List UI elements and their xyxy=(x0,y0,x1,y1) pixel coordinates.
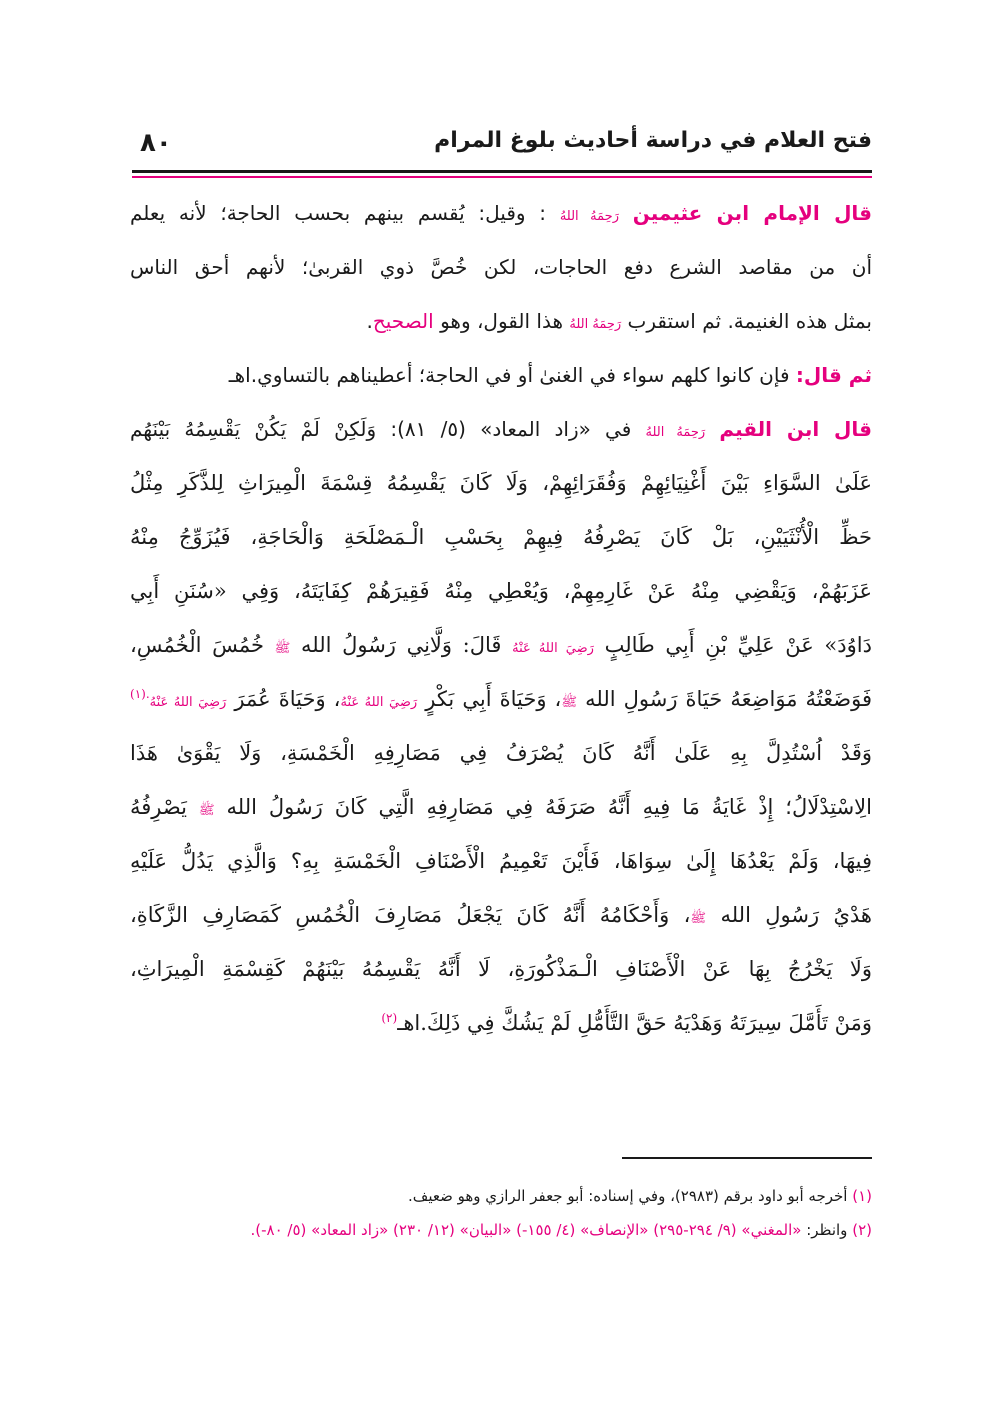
text-segment: بمثل هذه الغنيمة. ثم استقرب xyxy=(627,309,872,333)
text-segment: فَوَضَعْتُهُ مَوَاضِعَهُ حَيَاةَ رَسُولِ الله xyxy=(585,687,872,711)
footnote-ref[interactable]: (٢) xyxy=(381,1011,398,1025)
header-accent-rule xyxy=(132,176,872,178)
text-segment: ، وَحَيَاةَ أَبِي بَكْرٍ xyxy=(425,687,562,711)
main-text xyxy=(130,186,872,1050)
text-line-1 xyxy=(130,186,872,240)
header-rule xyxy=(132,170,872,173)
footnote-text: «المغني» (٩/ ٢٩٤-٢٩٥) «الإنصاف» (٤/ ١٥٥-) «البيان» (١٢/ ٢٣٠) «زاد المعاد» (٥/ ٨٠-). xyxy=(250,1221,802,1239)
text-segment: ، وَأَحْكَامُهُ أَنَّهُ كَانَ يَجْعَلُ مَصَارِفَ الْخُمُسِ كَمَصَارِفِ الزَّكَاةِ، xyxy=(130,903,691,927)
text-segment: أن من مقاصد الشرع دفع الحاجات، لكن خُصَّ ذوي القربىٰ؛ لأنهم أحق الناس xyxy=(130,255,872,279)
correct-opinion-label: الصحيح xyxy=(372,309,434,333)
footnote-number: (٢) xyxy=(852,1221,872,1239)
text-segment: هذا القول، وهو xyxy=(440,309,564,333)
text-line-10 xyxy=(130,672,872,726)
text-segment: خُمُسَ الْخُمُسِ، xyxy=(130,633,265,657)
text-segment: حَظِّ الْأُنْثَيَيْنِ، بَلْ كَانَ يَصْرِفُهُ فِيهِمْ بِحَسْبِ الْـمَصْلَحَةِ وَالْحَاجَةِ، فَيُزَوِّجُ مِنْهُ xyxy=(130,525,872,549)
text-segment: . xyxy=(366,309,373,333)
text-line-4 xyxy=(130,348,872,402)
text-segment: ، وَحَيَاةَ عُمَرَ xyxy=(234,687,341,711)
text-line-16 xyxy=(130,996,872,1050)
text-line-14 xyxy=(130,888,872,942)
book-title: فتح العلام في دراسة أحاديث بلوغ المرام xyxy=(434,128,872,153)
text-segment: : وقيل: يُقسم بينهم بحسب الحاجة؛ لأنه يعلم xyxy=(130,201,547,225)
text-segment: يَصْرِفُهُ xyxy=(130,795,187,819)
text-segment: في «زاد المعاد» (٥/ ٨١): وَلَكِنْ لَمْ يَكُنْ يَقْسِمُهُ بَيْنَهُم xyxy=(130,417,632,441)
honorific: ﷺ xyxy=(561,695,578,710)
text-segment: وَقَدْ اُسْتُدِلَّ بِهِ عَلَىٰ أَنَّهُ كَانَ يُصْرَفُ فِي مَصَارِفِهِ الْخَمْسَةِ، وَلَا يَقْوَىٰ هَذَا xyxy=(130,741,872,765)
honorific: رَضِيَ اللهُ عَنْهُ xyxy=(340,695,418,710)
footnote-prefix: وانظر: xyxy=(806,1221,848,1239)
text-segment: فإن كانوا كلهم سواء في الغنىٰ أو في الحاجة؛ أعطيناهم بالتساوي.اهـ xyxy=(228,363,790,387)
honorific: رَضِيَ اللهُ عَنْهُ xyxy=(512,641,594,656)
honorific: ﷺ xyxy=(690,911,707,926)
text-line-8 xyxy=(130,564,872,618)
footnote-number: (١) xyxy=(852,1187,872,1205)
text-line-7 xyxy=(130,510,872,564)
speaker-label: قال الإمام ابن عثيمين xyxy=(632,201,872,225)
text-segment: عَلَىٰ السَّوَاءِ بَيْنَ أَغْنِيَائِهِمْ وَفُقَرَائِهِمْ، وَلَا كَانَ يَقْسِمُهُ قِسْمَةَ الْمِيرَاثِ لِلذَّكَرِ مِثْلُ xyxy=(130,471,872,495)
honorific: رَضِيَ اللهُ عَنْهُ xyxy=(149,695,227,710)
text-segment: فِيهَا، وَلَمْ يَعْدُهَا إِلَىٰ سِوَاهَا، فَأَيْنَ تَعْمِيمُ الْأَصْنَافِ الْخَمْسَةِ بِهِ؟ وَالَّذِي يَدُلُّ عَلَيْهِ xyxy=(130,849,872,873)
honorific: رَحِمَهُ اللهُ xyxy=(645,425,706,440)
text-segment: دَاوُدَ» عَنْ عَلِيِّ بْنِ أَبِي طَالِبٍ xyxy=(604,633,872,657)
footnote-2 xyxy=(130,1216,872,1244)
speaker-label: قال ابن القيم xyxy=(719,417,872,441)
text-line-11 xyxy=(130,726,872,780)
honorific: رَحِمَهُ اللهُ xyxy=(569,317,622,332)
text-line-6 xyxy=(130,456,872,510)
text-segment: وَلَا يَخْرُجُ بِهَا عَنْ الْأَصْنَافِ الْـمَذْكُورَةِ، لَا أَنَّهُ يَقْسِمُهُ بَيْنَهُمْ كَقِسْمَةِ الْمِيرَاثِ، xyxy=(130,957,872,981)
text-segment: قَالَ: وَلَّانِي رَسُولُ الله xyxy=(301,633,502,657)
text-line-12 xyxy=(130,780,872,834)
footnote-ref[interactable]: .(١) xyxy=(130,687,150,701)
text-line-2 xyxy=(130,240,872,294)
text-segment: عَزَبَهُمْ، وَيَقْضِي مِنْهُ عَنْ غَارِمِهِمْ، وَيُعْطِي مِنْهُ فَقِيرَهُمْ كِفَايَتَهُ، وَفِي «سُنَنِ أَبِي xyxy=(130,579,872,603)
honorific: ﷺ xyxy=(198,803,215,818)
page-number: ٨٠ xyxy=(140,128,172,158)
text-line-3 xyxy=(130,294,872,348)
footnote-1 xyxy=(130,1182,872,1210)
page-header xyxy=(132,124,872,168)
honorific: ﷺ xyxy=(274,641,291,656)
text-line-9 xyxy=(130,618,872,672)
text-segment: وَمَنْ تَأَمَّلَ سِيرَتَهُ وَهَدْيَهُ حَقَّ التَّأَمُّلِ لَمْ يَشُكَّ فِي ذَلِكَ.اهـ xyxy=(397,1011,872,1035)
footnote-separator xyxy=(622,1157,872,1159)
text-segment: الِاسْتِدْلَالُ؛ إِذْ غَايَةُ مَا فِيهِ أَنَّهُ صَرَفَهُ فِي مَصَارِفِهِ الَّتِي كَانَ رَسُولُ الله xyxy=(226,795,872,819)
honorific: رَحِمَهُ اللهُ xyxy=(559,209,619,224)
text-line-5 xyxy=(130,402,872,456)
text-segment: هَدْيُ رَسُولِ الله xyxy=(720,903,872,927)
text-line-15 xyxy=(130,942,872,996)
speaker-label: ثم قال: xyxy=(795,363,872,387)
footnote-text: أخرجه أبو داود برقم (٢٩٨٣)، وفي إسناده: أبو جعفر الرازي وهو ضعيف. xyxy=(408,1187,848,1205)
footnotes xyxy=(130,1182,872,1250)
text-line-13 xyxy=(130,834,872,888)
